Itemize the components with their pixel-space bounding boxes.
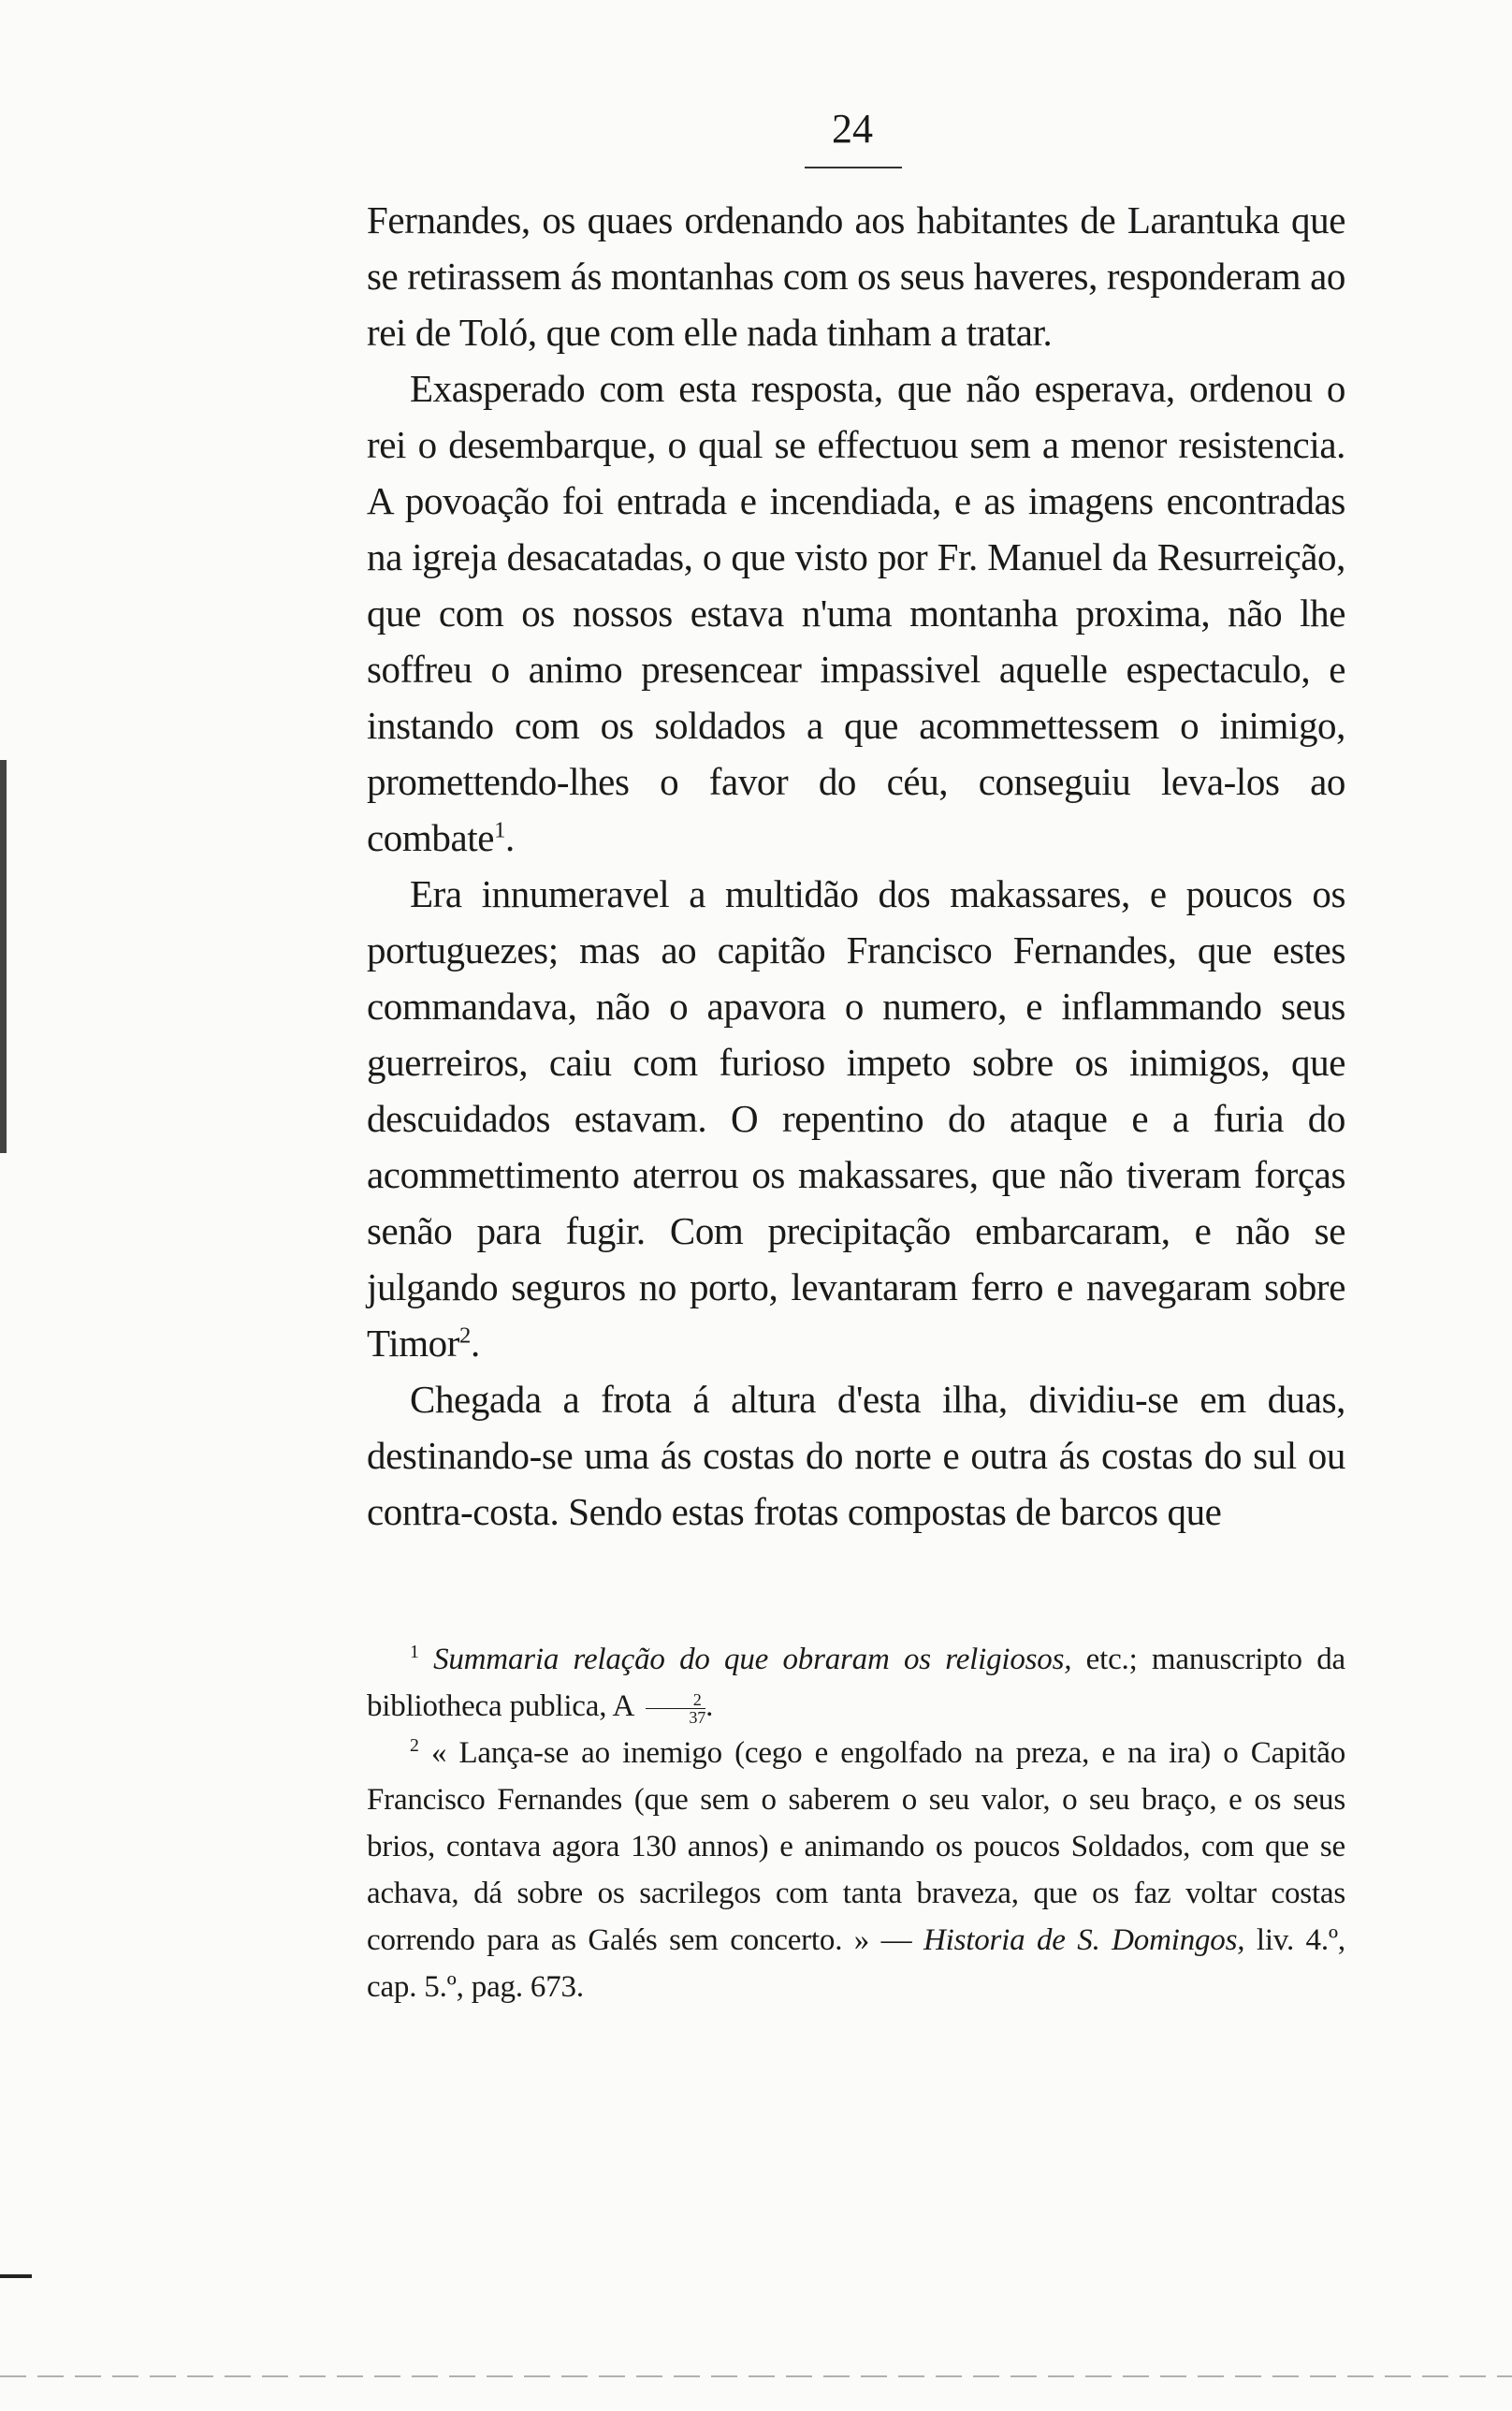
scan-edge-mark <box>0 2274 32 2278</box>
footnote-1 <box>367 1636 1345 1730</box>
paragraph-3 <box>367 866 1345 1371</box>
footnote-2-mark: 2 <box>410 1735 419 1756</box>
paragraph-3-text: Era innumeravel a multidão dos makassares, e poucos os portuguezes; mas ao capitão Francisco Fernandes, que estes commandava, não o apavora o numero, e inflammando seus guerreiros, caiu com furioso impeto sobre os inimigos, que descuidados estavam. O repentino do ataque e a furia do acommettimento aterrou os makassares, que não tiveram forças senão para fugir. Com precipitação embarcaram, e não se julgando seguros no porto, levantaram ferro e navegaram sobre Timor <box>367 872 1345 1365</box>
footnote-2-source: Historia de S. Domingos, <box>923 1923 1245 1957</box>
footnote-ref-2: 2 <box>459 1322 471 1349</box>
scan-bottom-line <box>0 2375 1512 2377</box>
scan-edge-shadow <box>0 760 7 1153</box>
shelfmark-fraction <box>646 1691 705 1726</box>
footnote-1-text: etc.; manuscripto da bibliotheca publica, A <box>367 1643 1345 1723</box>
footnotes <box>367 1636 1345 2010</box>
footnote-1-title: Summaria relação do que obraram os religiosos, <box>433 1643 1072 1676</box>
fraction-numerator: 2 <box>646 1691 705 1709</box>
footnote-1-end: . <box>705 1689 714 1723</box>
paragraph-1: Fernandes, os quaes ordenando aos habitantes de Larantuka que se retirassem ás montanhas com os seus haveres, responderam ao rei de Toló, que com elle nada tinham a tratar. <box>367 198 1345 354</box>
paragraph-2-period: . <box>504 816 515 859</box>
fraction-denominator: 37 <box>689 1707 706 1727</box>
paragraph-2 <box>367 360 1345 866</box>
footnote-ref-1: 1 <box>494 817 505 843</box>
page-number: 24 <box>832 106 873 152</box>
paragraph-4: Chegada a frota á altura d'esta ilha, dividiu-se em duas, destinando-se uma ás costas do norte e outra ás costas do sul ou contra-costa. Sendo estas frotas compostas de barcos que <box>367 1378 1345 1533</box>
page-number-rule <box>805 167 902 168</box>
main-text <box>367 192 1345 1540</box>
paragraph-2-text: Exasperado com esta resposta, que não esperava, ordenou o rei o desembarque, o qual se effectuou sem a menor resistencia. A povoação foi entrada e incendiada, e as imagens encontradas na igreja desacatadas, o que visto por Fr. Manuel da Resurreição, que com os nossos estava n'uma montanha proxima, não lhe soffreu o animo presencear impassivel aquelle espectaculo, e instando com os soldados a que acommettessem o inimigo, promettendo-lhes o favor do céu, conseguiu leva-los ao combate <box>367 367 1345 859</box>
footnote-1-mark: 1 <box>410 1642 419 1662</box>
footnote-2-source-rest: liv. 4.º, cap. 5.º, pag. 673. <box>367 1923 1345 2004</box>
footnote-2-text: « Lança-se ao inemigo (cego e engolfado na preza, e na ira) o Capitão Francisco Fernandes (que sem o saberem o seu valor, o seu braço, e os seus brios, contava agora 130 annos) e animando os poucos Soldados, com que se achava, dá sobre os sacrilegos com tanta braveza, que os faz voltar costas correndo para as Galés sem concerto. » — <box>367 1736 1345 1957</box>
paragraph-3-period: . <box>470 1322 480 1365</box>
footnote-2 <box>367 1730 1345 2010</box>
